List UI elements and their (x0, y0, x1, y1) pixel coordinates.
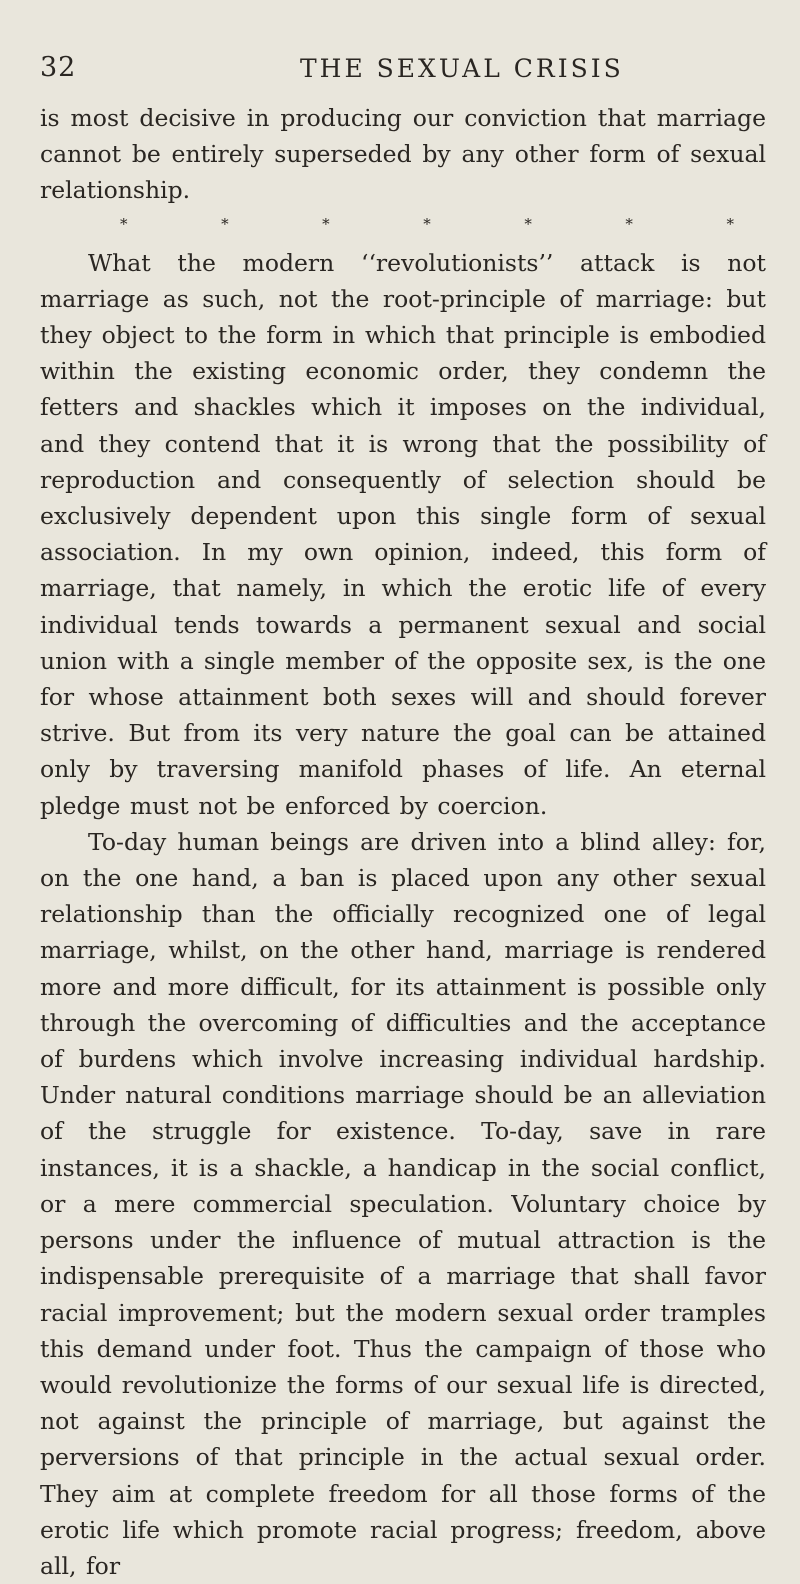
paragraph: What the modern ‘‘revolutionists’’ attack is not marriage as such, not the root-principle of marriage: but they object to the form in which that principle is embodied within the existing economic order, they condemn the fetters and shackles which it imposes on the individual, and they contend that it is wrong that the possibility of reproduction and consequently of selection should be exclusively dependent upon this single form of sexual association. In my own opinion, indeed, this form of marriage, that namely, in which the erotic life of every individual tends towards a permanent sexual and social union with a single member of the opposite sex, is the one for whose attainment both sexes will and should forever strive. But from its very nature the goal can be attained only by traversing manifold phases of life. An eternal pledge must not be enforced by coercion. (40, 248, 766, 820)
paragraph-continued: is most decisive in producing our conviction that marriage cannot be entirely superseded by any other form of sexual relationship. (40, 104, 766, 205)
divider-asterisk: * (726, 214, 734, 233)
page-number: 32 (40, 52, 77, 83)
divider-asterisk: * (423, 214, 431, 233)
paragraph: To-day human beings are driven into a blind alley: for, on the one hand, a ban is placed upon any other sexual relationship than the officially recognized one of legal marriage, whilst, on the other hand, marriage is rendered more and more difficult, for its attainment is possible only through the overcoming of difficulties and the acceptance of burdens which involve increasing individual hardship. Under natural conditions marriage should be an alleviation of the struggle for existence. To-day, save in rare instances, it is a shackle, a handicap in the social conflict, or a mere commercial speculation. Voluntary choice by persons under the influence of mutual attraction is the indispensable prerequisite of a marriage that shall favor racial improvement; but the modern sexual order tramples this demand under foot. Thus the campaign of those who would revolutionize the forms of our sexual life is directed, not against the principle of marriage, but against the perversions of that principle in the actual sexual order. They aim at complete freedom for all those forms of the erotic life which promote racial progress; freedom, above all, for (40, 827, 766, 1580)
page-body (40, 100, 766, 1584)
divider-asterisk: * (322, 214, 330, 233)
running-title: THE SEXUAL CRISIS (300, 54, 624, 83)
divider-asterisk: * (524, 214, 532, 233)
page-header (40, 52, 760, 92)
divider-asterisk: * (120, 214, 128, 233)
divider-asterisk: * (221, 214, 229, 233)
divider-asterisk: * (625, 214, 633, 233)
section-divider (120, 209, 734, 245)
